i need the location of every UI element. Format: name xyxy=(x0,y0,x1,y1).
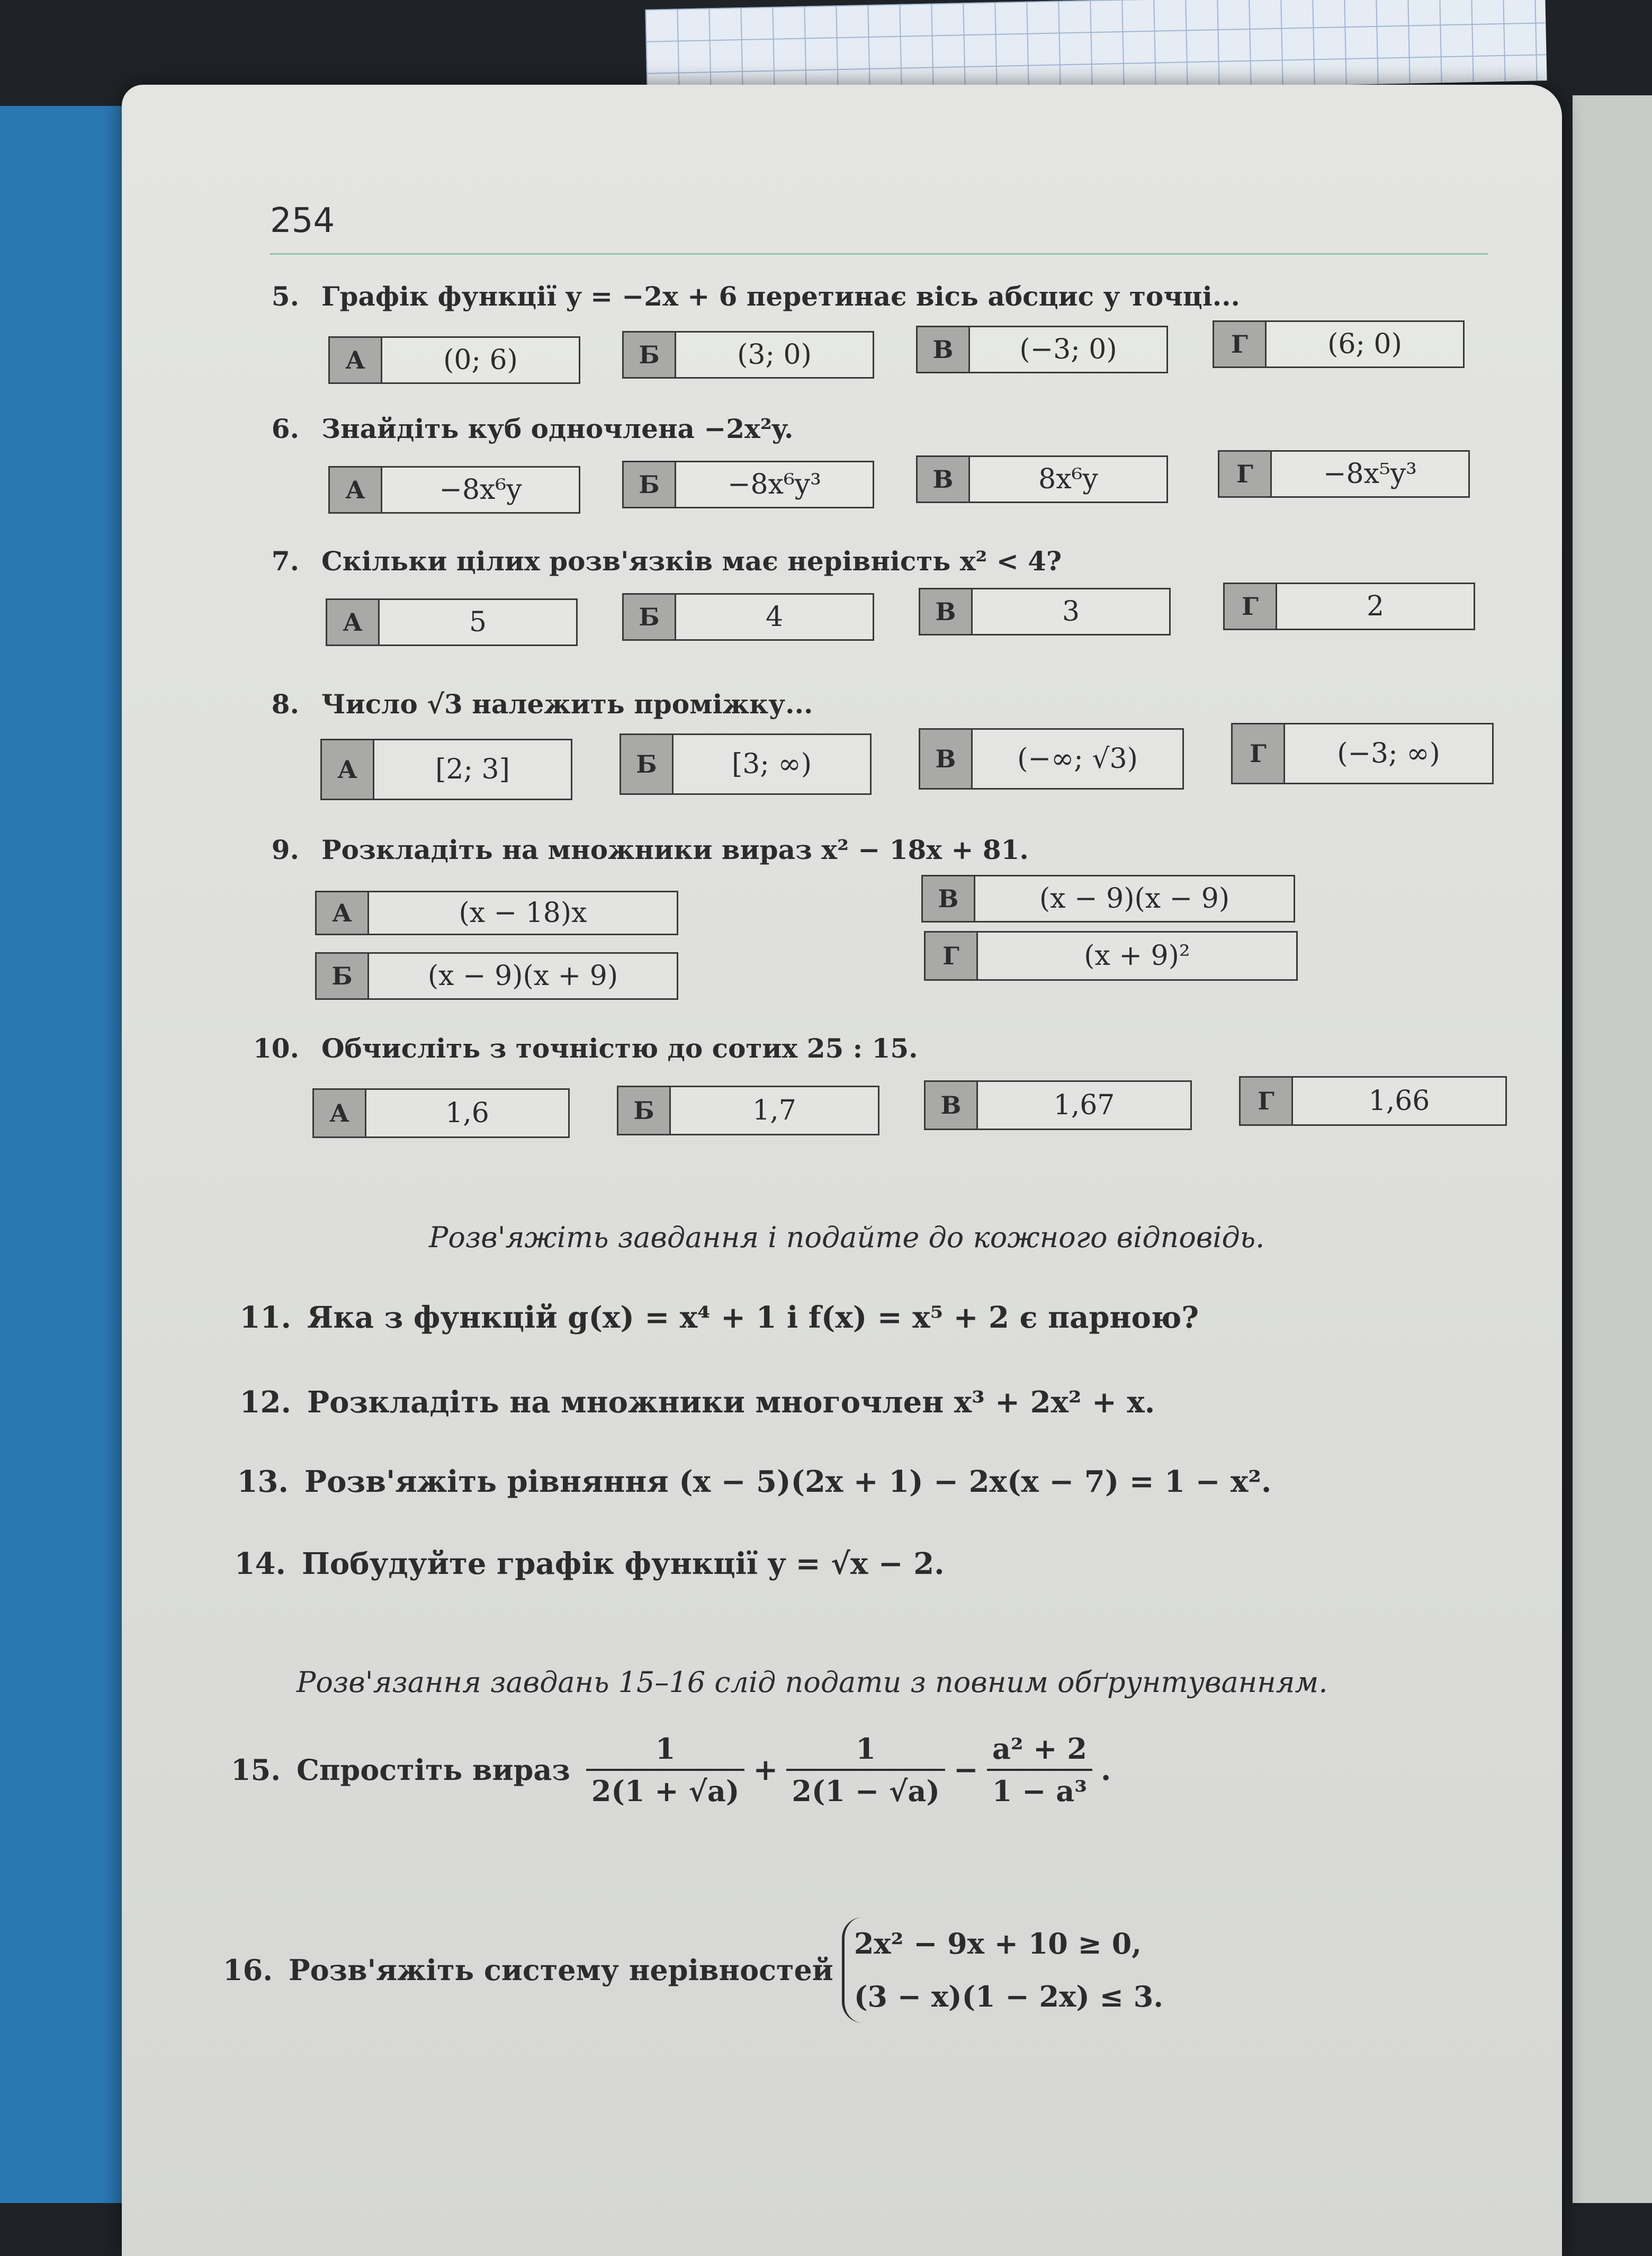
question-9 xyxy=(244,834,1029,865)
question-5 xyxy=(244,281,1240,312)
option-letter: Б xyxy=(624,333,676,377)
task-number: 14. xyxy=(234,1546,286,1581)
option-value: 1,66 xyxy=(1368,1085,1430,1117)
adjacent-page xyxy=(1573,95,1652,2203)
fraction-denominator: 1 − a³ xyxy=(992,1774,1087,1808)
option-value: 1,6 xyxy=(445,1097,489,1129)
page-number: 254 xyxy=(270,201,335,240)
option-value: (x − 9)(x + 9) xyxy=(427,960,618,992)
option-d[interactable] xyxy=(1213,320,1465,368)
fraction-3 xyxy=(987,1732,1092,1808)
option-letter: В xyxy=(918,327,970,372)
task-number: 13. xyxy=(237,1464,289,1499)
option-letter: А xyxy=(317,892,369,934)
inequality-system xyxy=(842,1917,1163,2023)
option-d[interactable] xyxy=(924,931,1298,981)
task-text: Розкладіть на множники многочлен x³ + 2x² + x. xyxy=(307,1385,1155,1420)
option-b[interactable] xyxy=(622,331,874,379)
option-value: (x − 9)(x − 9) xyxy=(1039,883,1230,915)
textbook-page xyxy=(122,85,1562,2256)
task-14 xyxy=(228,1546,945,1581)
option-a[interactable] xyxy=(320,739,572,800)
option-letter: Б xyxy=(317,954,369,998)
minus-sign: − xyxy=(953,1752,978,1787)
question-text: Графік функції y = −2x + 6 перетинає вісь абсцис у точці... xyxy=(321,281,1240,312)
option-value: (6; 0) xyxy=(1327,328,1402,360)
option-letter: А xyxy=(330,338,382,382)
fraction-denominator: 2(1 + √a) xyxy=(591,1774,740,1808)
option-value: −8x⁶y³ xyxy=(727,469,822,500)
question-number: 7. xyxy=(271,545,299,577)
fraction-2 xyxy=(786,1732,945,1808)
question-text: Обчисліть з точністю до сотих 25 : 15. xyxy=(321,1033,918,1064)
option-d[interactable] xyxy=(1239,1076,1507,1126)
option-letter: В xyxy=(918,457,970,502)
option-letter: Б xyxy=(624,462,676,507)
task-text: Побудуйте графік функції y = √x − 2. xyxy=(302,1546,945,1581)
option-value: (x + 9)² xyxy=(1084,940,1190,972)
inequality-line-2: (3 − x)(1 − 2x) ≤ 3. xyxy=(854,1980,1164,2013)
question-7 xyxy=(244,545,1062,577)
option-a[interactable] xyxy=(328,336,580,384)
task-text: Розв'яжіть рівняння (x − 5)(2x + 1) − 2x(x − 7) = 1 − x². xyxy=(304,1464,1272,1499)
option-value: 1,7 xyxy=(752,1095,796,1126)
header-rule xyxy=(270,253,1488,255)
option-letter: Б xyxy=(618,1087,671,1134)
option-b[interactable] xyxy=(622,593,874,641)
option-c[interactable] xyxy=(916,326,1168,373)
option-letter: Б xyxy=(624,595,676,639)
option-value: (x − 18)x xyxy=(459,897,587,929)
option-value: 1,67 xyxy=(1053,1089,1115,1121)
question-text: Розкладіть на множники вираз x² − 18x + 81. xyxy=(321,834,1029,865)
option-b[interactable] xyxy=(315,952,678,1000)
plus-sign: + xyxy=(753,1752,778,1787)
task-number: 16. xyxy=(223,1953,273,1987)
task-number: 15. xyxy=(231,1753,281,1787)
option-value: −8x⁶y xyxy=(439,474,522,506)
option-letter: Г xyxy=(926,933,978,979)
option-c[interactable] xyxy=(924,1080,1192,1130)
option-a[interactable] xyxy=(315,891,678,935)
section-instruction: Розв'яжіть завдання і подайте до кожного відповідь. xyxy=(429,1221,1265,1254)
task-16 xyxy=(214,1917,1163,2023)
option-a[interactable] xyxy=(312,1088,570,1138)
task-number: 12. xyxy=(239,1385,291,1420)
inequality-line-1: 2x² − 9x + 10 ≥ 0, xyxy=(854,1927,1142,1960)
option-value: [2; 3] xyxy=(435,754,510,785)
question-number: 5. xyxy=(271,281,299,312)
option-letter: Г xyxy=(1219,452,1272,496)
option-letter: А xyxy=(322,740,374,799)
option-letter: В xyxy=(920,730,973,788)
task-number: 11. xyxy=(239,1300,291,1335)
option-value: (3; 0) xyxy=(737,339,812,371)
option-letter: В xyxy=(923,876,975,921)
task-11 xyxy=(233,1300,1199,1335)
option-letter: А xyxy=(314,1090,366,1136)
option-d[interactable] xyxy=(1223,583,1475,630)
option-c[interactable] xyxy=(919,728,1184,790)
option-letter: А xyxy=(330,468,382,512)
option-d[interactable] xyxy=(1231,723,1494,784)
task-label: Розв'яжіть систему нерівностей xyxy=(289,1953,833,1987)
task-13 xyxy=(230,1464,1271,1499)
option-letter: Г xyxy=(1233,724,1285,783)
option-b[interactable] xyxy=(620,733,872,795)
question-number: 10. xyxy=(253,1033,299,1064)
option-value: 8x⁶y xyxy=(1038,463,1098,495)
question-10 xyxy=(244,1033,918,1064)
section-instruction: Розв'язання завдань 15–16 слід подати з повним обґрунтуванням. xyxy=(297,1666,1328,1699)
option-b[interactable] xyxy=(622,461,874,508)
question-number: 8. xyxy=(271,688,299,720)
question-number: 6. xyxy=(271,413,299,444)
option-c[interactable] xyxy=(921,875,1295,923)
option-letter: Б xyxy=(621,735,674,793)
option-letter: Г xyxy=(1225,584,1277,629)
question-8 xyxy=(244,688,813,720)
question-text: Скільки цілих розв'язків має нерівність x² < 4? xyxy=(321,545,1062,577)
option-value: (−3; 0) xyxy=(1019,334,1117,365)
option-value: 2 xyxy=(1366,590,1385,622)
option-value: [3; ∞) xyxy=(731,748,812,780)
option-letter: В xyxy=(920,589,973,634)
fraction-denominator: 2(1 − √a) xyxy=(792,1774,940,1808)
option-c[interactable] xyxy=(919,588,1171,635)
fraction-numerator: 1 xyxy=(786,1732,945,1771)
task-15 xyxy=(222,1732,1114,1808)
option-letter: А xyxy=(327,600,380,644)
question-text: Знайдіть куб одночлена −2x²y. xyxy=(321,413,794,444)
question-6 xyxy=(244,413,793,444)
option-a[interactable] xyxy=(326,598,578,646)
option-letter: Г xyxy=(1214,322,1267,366)
option-letter: В xyxy=(926,1082,978,1129)
task-label: Спростіть вираз xyxy=(297,1753,570,1787)
question-text: Число √3 належить проміжку... xyxy=(321,688,813,720)
option-b[interactable] xyxy=(617,1086,879,1135)
option-value: −8x⁵y³ xyxy=(1323,458,1417,490)
option-c[interactable] xyxy=(916,455,1168,503)
period: . xyxy=(1100,1752,1111,1787)
option-d[interactable] xyxy=(1218,450,1470,498)
option-value: 3 xyxy=(1062,596,1080,628)
fraction-numerator: 1 xyxy=(586,1732,745,1771)
option-letter: Г xyxy=(1241,1078,1293,1124)
question-number: 9. xyxy=(271,834,299,865)
option-value: 4 xyxy=(765,601,784,633)
fraction-numerator: a² + 2 xyxy=(987,1732,1092,1771)
option-value: (−∞; √3) xyxy=(1017,743,1138,775)
option-a[interactable] xyxy=(328,466,580,514)
task-text: Яка з функцій g(x) = x⁴ + 1 і f(x) = x⁵ + 2 є парною? xyxy=(307,1300,1199,1335)
option-value: (−3; ∞) xyxy=(1337,738,1440,769)
fraction-1 xyxy=(586,1732,745,1808)
option-value: 5 xyxy=(469,606,487,638)
option-value: (0; 6) xyxy=(443,344,518,376)
task-12 xyxy=(233,1385,1155,1420)
